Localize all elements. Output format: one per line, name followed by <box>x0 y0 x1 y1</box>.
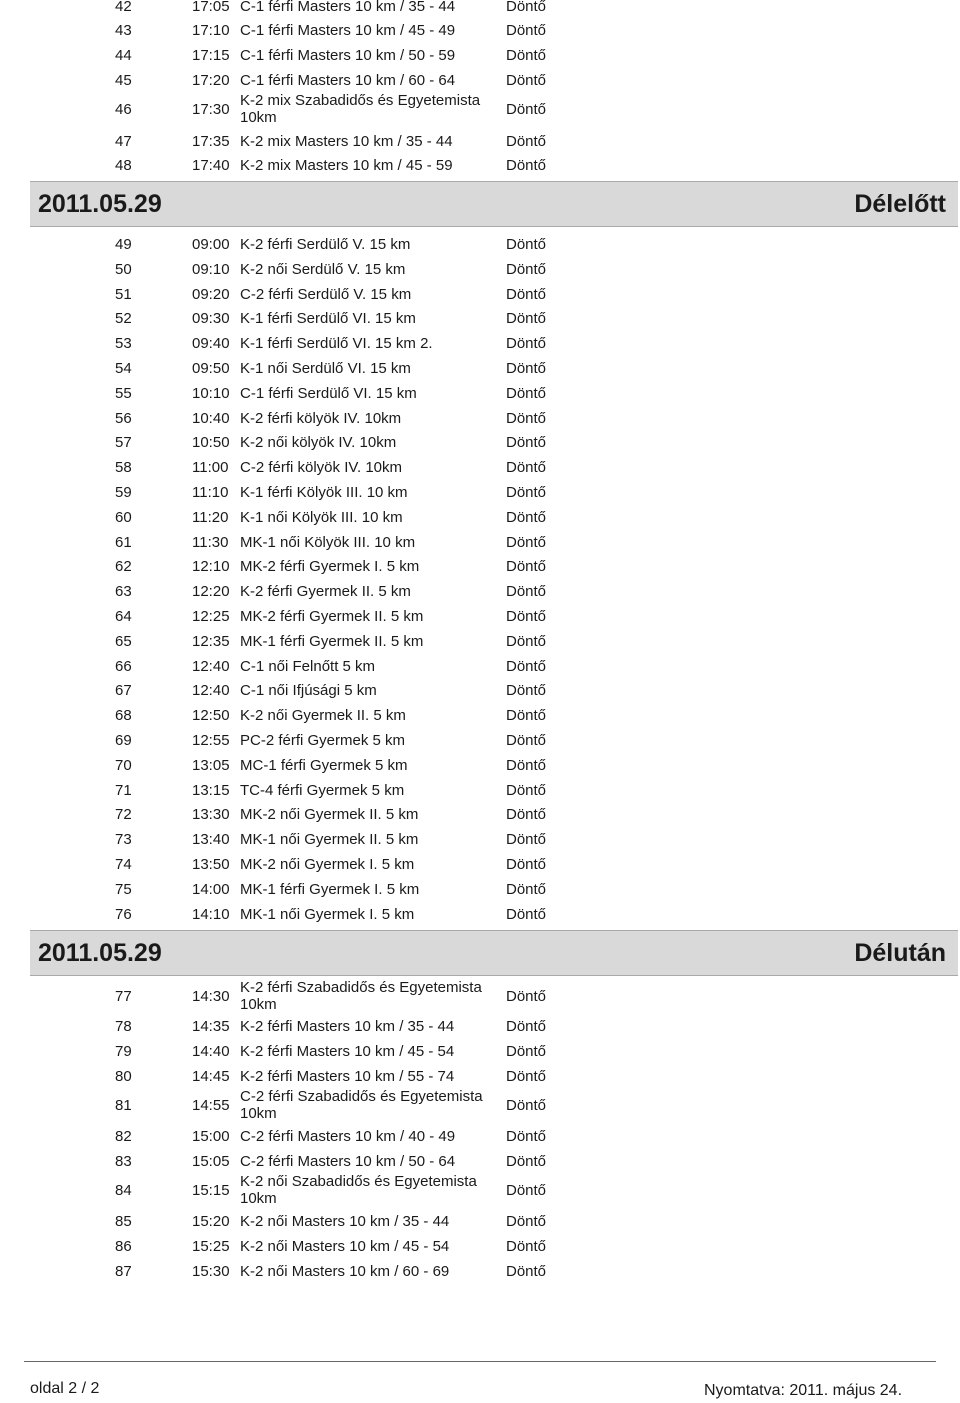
race-time: 17:20 <box>192 72 230 89</box>
race-time: 12:50 <box>192 707 230 724</box>
race-event: K-2 női Masters 10 km / 60 - 69 <box>240 1263 450 1280</box>
race-event: MK-2 férfi Gyermek II. 5 km <box>240 608 424 625</box>
race-time: 11:00 <box>192 459 229 476</box>
race-time: 11:30 <box>192 534 229 551</box>
race-number: 45 <box>115 72 132 89</box>
print-date: Nyomtatva: 2011. május 24. <box>704 1382 903 1399</box>
footer-divider <box>24 1361 936 1362</box>
schedule-row <box>0 434 960 458</box>
race-stage: Döntő <box>506 534 547 551</box>
race-time: 13:40 <box>192 831 230 848</box>
race-stage: Döntő <box>506 434 547 451</box>
race-event: C-2 férfi Szabadidős és Egyetemista 10km <box>240 1088 483 1122</box>
race-event: K-2 női Masters 10 km / 35 - 44 <box>240 1213 450 1230</box>
race-stage: Döntő <box>506 72 547 89</box>
race-event: C-1 férfi Masters 10 km / 60 - 64 <box>240 72 456 89</box>
schedule-row <box>0 459 960 483</box>
schedule-row <box>0 732 960 756</box>
race-number: 77 <box>115 988 132 1005</box>
schedule-row <box>0 0 960 22</box>
race-event: K-2 női Masters 10 km / 45 - 54 <box>240 1238 450 1255</box>
race-time: 12:25 <box>192 608 230 625</box>
schedule-row <box>0 1088 960 1122</box>
race-number: 67 <box>115 682 132 699</box>
race-number: 54 <box>115 360 132 377</box>
schedule-row <box>0 583 960 607</box>
race-stage: Döntő <box>506 1018 547 1035</box>
race-event: K-2 női Gyermek II. 5 km <box>240 707 406 724</box>
race-number: 64 <box>115 608 132 625</box>
schedule-row <box>0 1043 960 1067</box>
race-event: TC-4 férfi Gyermek 5 km <box>240 782 405 799</box>
schedule-row <box>0 1213 960 1237</box>
schedule-row <box>0 385 960 409</box>
race-event: MK-2 női Gyermek II. 5 km <box>240 806 419 823</box>
race-event: C-1 férfi Masters 10 km / 45 - 49 <box>240 22 456 39</box>
race-time: 15:25 <box>192 1238 230 1255</box>
race-event: K-2 női kölyök IV. 10km <box>240 434 397 451</box>
race-stage: Döntő <box>506 1128 547 1145</box>
race-time: 14:30 <box>192 988 230 1005</box>
race-stage: Döntő <box>506 682 547 699</box>
section-part-of-day: Délelőtt <box>854 190 946 218</box>
race-time: 17:05 <box>192 0 230 15</box>
race-event: MK-2 női Gyermek I. 5 km <box>240 856 415 873</box>
race-stage: Döntő <box>506 633 547 650</box>
race-number: 69 <box>115 732 132 749</box>
race-number: 50 <box>115 261 132 278</box>
schedule-row <box>0 310 960 334</box>
race-stage: Döntő <box>506 133 547 150</box>
race-time: 17:10 <box>192 22 230 39</box>
race-number: 63 <box>115 583 132 600</box>
race-stage: Döntő <box>506 881 547 898</box>
race-event: PC-2 férfi Gyermek 5 km <box>240 732 406 749</box>
race-time: 09:30 <box>192 310 230 327</box>
race-event: K-2 mix Masters 10 km / 35 - 44 <box>240 133 453 150</box>
race-stage: Döntő <box>506 310 547 327</box>
schedule-row <box>0 831 960 855</box>
race-time: 14:10 <box>192 906 230 923</box>
race-stage: Döntő <box>506 157 547 174</box>
schedule-row <box>0 236 960 260</box>
race-event: K-1 férfi Kölyök III. 10 km <box>240 484 408 501</box>
race-stage: Döntő <box>506 1213 547 1230</box>
race-number: 83 <box>115 1153 132 1170</box>
race-event: MK-1 férfi Gyermek II. 5 km <box>240 633 424 650</box>
race-time: 13:05 <box>192 757 230 774</box>
race-stage: Döntő <box>506 1097 547 1114</box>
race-time: 12:40 <box>192 658 230 675</box>
race-time: 14:55 <box>192 1097 230 1114</box>
race-time: 13:50 <box>192 856 230 873</box>
schedule-row <box>0 92 960 126</box>
race-stage: Döntő <box>506 286 547 303</box>
race-stage: Döntő <box>506 1263 547 1280</box>
race-stage: Döntő <box>506 608 547 625</box>
schedule-row <box>0 658 960 682</box>
race-stage: Döntő <box>506 484 547 501</box>
race-time: 12:35 <box>192 633 230 650</box>
race-event: K-2 férfi Gyermek II. 5 km <box>240 583 411 600</box>
race-time: 14:35 <box>192 1018 230 1035</box>
race-stage: Döntő <box>506 558 547 575</box>
race-time: 10:50 <box>192 434 230 451</box>
race-number: 61 <box>115 534 132 551</box>
race-number: 51 <box>115 286 132 303</box>
schedule-row <box>0 534 960 558</box>
race-time: 12:10 <box>192 558 230 575</box>
race-event: C-2 férfi Serdülő V. 15 km <box>240 286 412 303</box>
race-number: 74 <box>115 856 132 873</box>
race-time: 15:20 <box>192 1213 230 1230</box>
race-number: 78 <box>115 1018 132 1035</box>
schedule-row <box>0 286 960 310</box>
race-number: 42 <box>115 0 132 15</box>
schedule-row <box>0 1173 960 1207</box>
section-date: 2011.05.29 <box>38 939 162 967</box>
race-stage: Döntő <box>506 1043 547 1060</box>
schedule-row <box>0 881 960 905</box>
race-number: 86 <box>115 1238 132 1255</box>
race-stage: Döntő <box>506 658 547 675</box>
schedule-row <box>0 707 960 731</box>
race-stage: Döntő <box>506 757 547 774</box>
race-number: 70 <box>115 757 132 774</box>
race-time: 09:20 <box>192 286 230 303</box>
race-time: 17:15 <box>192 47 230 64</box>
race-stage: Döntő <box>506 732 547 749</box>
section-date: 2011.05.29 <box>38 190 162 218</box>
race-event: C-1 férfi Masters 10 km / 35 - 44 <box>240 0 456 15</box>
race-number: 68 <box>115 707 132 724</box>
race-stage: Döntő <box>506 583 547 600</box>
race-stage: Döntő <box>506 410 547 427</box>
section-header-morning <box>30 181 958 227</box>
schedule-row <box>0 157 960 181</box>
schedule-row <box>0 1018 960 1042</box>
race-time: 17:30 <box>192 101 230 118</box>
schedule-row <box>0 1263 960 1287</box>
race-time: 17:40 <box>192 157 230 174</box>
race-number: 62 <box>115 558 132 575</box>
race-number: 44 <box>115 47 132 64</box>
race-number: 82 <box>115 1128 132 1145</box>
race-number: 65 <box>115 633 132 650</box>
race-event: K-2 mix Szabadidős és Egyetemista 10km <box>240 92 481 126</box>
race-event: K-2 férfi Serdülő V. 15 km <box>240 236 411 253</box>
race-stage: Döntő <box>506 831 547 848</box>
race-number: 85 <box>115 1213 132 1230</box>
schedule-row <box>0 558 960 582</box>
race-event: MK-1 női Kölyök III. 10 km <box>240 534 416 551</box>
schedule-row <box>0 1238 960 1262</box>
race-event: K-2 férfi Masters 10 km / 35 - 44 <box>240 1018 455 1035</box>
race-time: 14:00 <box>192 881 230 898</box>
race-number: 49 <box>115 236 132 253</box>
race-time: 09:40 <box>192 335 230 352</box>
schedule-row <box>0 509 960 533</box>
race-number: 43 <box>115 22 132 39</box>
race-time: 09:10 <box>192 261 230 278</box>
race-number: 84 <box>115 1182 132 1199</box>
race-event: C-1 férfi Masters 10 km / 50 - 59 <box>240 47 456 64</box>
race-time: 12:40 <box>192 682 230 699</box>
race-time: 10:40 <box>192 410 230 427</box>
race-time: 09:50 <box>192 360 230 377</box>
race-event: K-2 férfi Szabadidős és Egyetemista 10km <box>240 979 482 1013</box>
race-event: K-2 női Serdülő V. 15 km <box>240 261 406 278</box>
schedule-row <box>0 633 960 657</box>
schedule-row <box>0 906 960 930</box>
race-event: MK-1 férfi Gyermek I. 5 km <box>240 881 420 898</box>
race-number: 75 <box>115 881 132 898</box>
race-number: 87 <box>115 1263 132 1280</box>
race-number: 73 <box>115 831 132 848</box>
race-time: 15:30 <box>192 1263 230 1280</box>
race-stage: Döntő <box>506 47 547 64</box>
race-time: 11:10 <box>192 484 229 501</box>
race-event: C-1 női Ifjúsági 5 km <box>240 682 377 699</box>
race-number: 52 <box>115 310 132 327</box>
race-time: 17:35 <box>192 133 230 150</box>
schedule-row <box>0 22 960 46</box>
race-stage: Döntő <box>506 782 547 799</box>
race-stage: Döntő <box>506 806 547 823</box>
schedule-row <box>0 261 960 285</box>
race-stage: Döntő <box>506 1068 547 1085</box>
schedule-row <box>0 782 960 806</box>
race-number: 72 <box>115 806 132 823</box>
schedule-row <box>0 1128 960 1152</box>
race-stage: Döntő <box>506 856 547 873</box>
race-stage: Döntő <box>506 385 547 402</box>
section-header-afternoon <box>30 930 958 976</box>
race-event: MK-1 női Gyermek I. 5 km <box>240 906 415 923</box>
race-number: 60 <box>115 509 132 526</box>
schedule-row <box>0 757 960 781</box>
race-number: 48 <box>115 157 132 174</box>
race-time: 15:15 <box>192 1182 230 1199</box>
race-time: 15:05 <box>192 1153 230 1170</box>
race-number: 80 <box>115 1068 132 1085</box>
schedule-row <box>0 806 960 830</box>
race-stage: Döntő <box>506 1182 547 1199</box>
race-time: 12:55 <box>192 732 230 749</box>
race-stage: Döntő <box>506 509 547 526</box>
race-number: 81 <box>115 1097 132 1114</box>
race-time: 10:10 <box>192 385 230 402</box>
schedule-row <box>0 133 960 157</box>
race-event: C-1 férfi Serdülő VI. 15 km <box>240 385 417 402</box>
schedule-row <box>0 608 960 632</box>
race-time: 13:30 <box>192 806 230 823</box>
schedule-row <box>0 979 960 1013</box>
race-number: 56 <box>115 410 132 427</box>
race-event: K-2 női Szabadidős és Egyetemista 10km <box>240 1173 477 1207</box>
race-time: 13:15 <box>192 782 230 799</box>
schedule-row <box>0 335 960 359</box>
race-event: K-2 férfi Masters 10 km / 45 - 54 <box>240 1043 455 1060</box>
race-number: 53 <box>115 335 132 352</box>
race-event: MK-2 férfi Gyermek I. 5 km <box>240 558 420 575</box>
race-number: 55 <box>115 385 132 402</box>
race-stage: Döntő <box>506 707 547 724</box>
race-event: MK-1 női Gyermek II. 5 km <box>240 831 419 848</box>
race-stage: Döntő <box>506 335 547 352</box>
race-stage: Döntő <box>506 261 547 278</box>
page-number: oldal 2 / 2 <box>30 1380 100 1397</box>
race-number: 79 <box>115 1043 132 1060</box>
race-number: 57 <box>115 434 132 451</box>
race-stage: Döntő <box>506 22 547 39</box>
race-event: C-2 férfi Masters 10 km / 50 - 64 <box>240 1153 456 1170</box>
race-time: 11:20 <box>192 509 229 526</box>
race-event: K-2 férfi Masters 10 km / 55 - 74 <box>240 1068 455 1085</box>
race-number: 46 <box>115 101 132 118</box>
race-number: 59 <box>115 484 132 501</box>
schedule-row <box>0 410 960 434</box>
section-part-of-day: Délután <box>854 939 946 967</box>
race-event: C-2 férfi Masters 10 km / 40 - 49 <box>240 1128 456 1145</box>
race-number: 76 <box>115 906 132 923</box>
race-time: 12:20 <box>192 583 230 600</box>
race-time: 14:45 <box>192 1068 230 1085</box>
schedule-row <box>0 47 960 71</box>
race-event: C-2 férfi kölyök IV. 10km <box>240 459 403 476</box>
race-stage: Döntő <box>506 236 547 253</box>
race-number: 71 <box>115 782 132 799</box>
race-event: MC-1 férfi Gyermek 5 km <box>240 757 408 774</box>
race-number: 66 <box>115 658 132 675</box>
race-time: 09:00 <box>192 236 230 253</box>
race-stage: Döntő <box>506 459 547 476</box>
race-stage: Döntő <box>506 988 547 1005</box>
race-stage: Döntő <box>506 360 547 377</box>
race-event: K-1 férfi Serdülő VI. 15 km 2. <box>240 335 433 352</box>
schedule-row <box>0 682 960 706</box>
race-event: K-2 mix Masters 10 km / 45 - 59 <box>240 157 453 174</box>
race-stage: Döntő <box>506 0 547 15</box>
race-event: K-1 női Kölyök III. 10 km <box>240 509 403 526</box>
race-event: K-1 férfi Serdülő VI. 15 km <box>240 310 416 327</box>
race-event: K-1 női Serdülő VI. 15 km <box>240 360 411 377</box>
schedule-row <box>0 484 960 508</box>
race-number: 58 <box>115 459 132 476</box>
race-time: 15:00 <box>192 1128 230 1145</box>
race-time: 14:40 <box>192 1043 230 1060</box>
schedule-row <box>0 360 960 384</box>
race-stage: Döntő <box>506 1153 547 1170</box>
race-event: C-1 női Felnőtt 5 km <box>240 658 376 675</box>
race-stage: Döntő <box>506 906 547 923</box>
race-stage: Döntő <box>506 101 547 118</box>
race-number: 47 <box>115 133 132 150</box>
race-stage: Döntő <box>506 1238 547 1255</box>
race-event: K-2 férfi kölyök IV. 10km <box>240 410 402 427</box>
schedule-row <box>0 856 960 880</box>
